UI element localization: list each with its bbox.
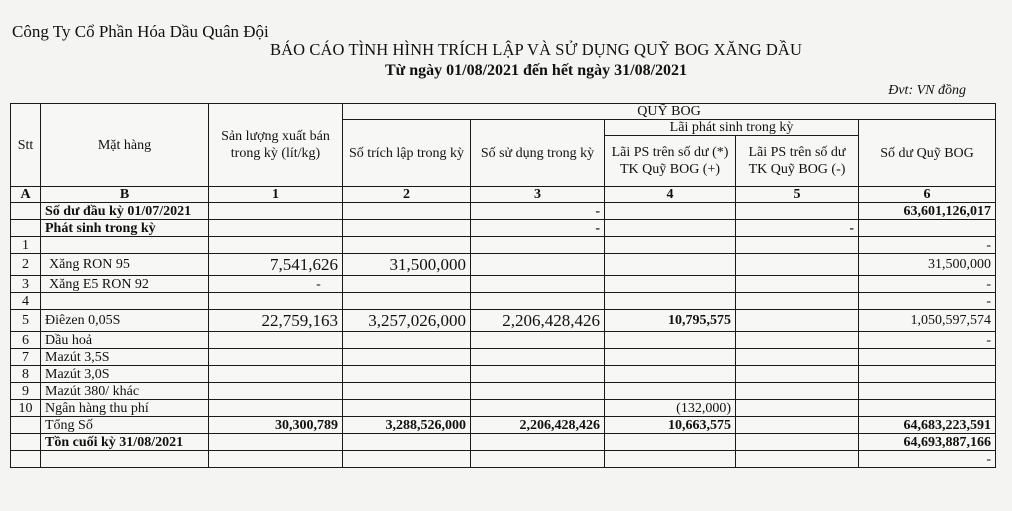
column-code: 3 bbox=[471, 187, 605, 203]
cell-balance: - bbox=[859, 276, 996, 293]
cell-used bbox=[471, 383, 605, 400]
header-used: Số sử dụng trong kỳ bbox=[471, 120, 605, 187]
cell-interest-plus bbox=[605, 383, 736, 400]
table-row bbox=[11, 451, 996, 468]
cell-volume: 22,759,163 bbox=[209, 310, 343, 332]
cell-appropriated bbox=[343, 276, 471, 293]
cell-stt: 10 bbox=[11, 400, 41, 417]
cell-interest-minus bbox=[736, 434, 859, 451]
header-balance: Số dư Quỹ BOG bbox=[859, 120, 996, 187]
cell-interest-plus bbox=[605, 332, 736, 349]
cell-appropriated bbox=[343, 220, 471, 237]
cell-interest-plus bbox=[605, 237, 736, 254]
cell-appropriated bbox=[343, 434, 471, 451]
cell-interest-plus bbox=[605, 254, 736, 276]
header-volume: Sản lượng xuất bán trong kỳ (lít/kg) bbox=[209, 104, 343, 187]
cell-volume bbox=[209, 220, 343, 237]
bog-fund-report-table bbox=[10, 103, 996, 468]
table-row bbox=[11, 332, 996, 349]
table-row bbox=[11, 276, 996, 293]
cell-used: - bbox=[471, 203, 605, 220]
column-code: 2 bbox=[343, 187, 471, 203]
cell-interest-minus bbox=[736, 276, 859, 293]
cell-stt: 3 bbox=[11, 276, 41, 293]
cell-interest-plus bbox=[605, 434, 736, 451]
cell-stt: 2 bbox=[11, 254, 41, 276]
cell-interest-plus: (132,000) bbox=[605, 400, 736, 417]
cell-used: - bbox=[471, 220, 605, 237]
cell-interest-plus bbox=[605, 451, 736, 468]
table-row bbox=[11, 237, 996, 254]
cell-stt bbox=[11, 451, 41, 468]
currency-unit: Đvt: VN đồng bbox=[888, 83, 966, 98]
column-code: 6 bbox=[859, 187, 996, 203]
cell-used bbox=[471, 332, 605, 349]
cell-item: Điêzen 0,05S bbox=[41, 310, 209, 332]
cell-used bbox=[471, 276, 605, 293]
cell-appropriated: 3,257,026,000 bbox=[343, 310, 471, 332]
cell-item: Ngân hàng thu phí bbox=[41, 400, 209, 417]
cell-interest-plus bbox=[605, 366, 736, 383]
cell-balance: 64,683,223,591 bbox=[859, 417, 996, 434]
table-row bbox=[11, 400, 996, 417]
cell-used: 2,206,428,426 bbox=[471, 417, 605, 434]
cell-balance: 1,050,597,574 bbox=[859, 310, 996, 332]
table-row bbox=[11, 366, 996, 383]
cell-interest-plus bbox=[605, 276, 736, 293]
cell-volume bbox=[209, 400, 343, 417]
header-fund-group: QUỸ BOG bbox=[343, 104, 996, 120]
header-interest-group: Lãi phát sinh trong kỳ bbox=[605, 120, 859, 136]
cell-stt bbox=[11, 203, 41, 220]
cell-interest-plus bbox=[605, 220, 736, 237]
cell-balance bbox=[859, 349, 996, 366]
cell-item: Xăng RON 95 bbox=[41, 254, 209, 276]
cell-volume bbox=[209, 383, 343, 400]
cell-item: Mazút 380/ khác bbox=[41, 383, 209, 400]
cell-appropriated bbox=[343, 366, 471, 383]
cell-appropriated bbox=[343, 451, 471, 468]
cell-interest-minus bbox=[736, 293, 859, 310]
cell-interest-minus bbox=[736, 451, 859, 468]
cell-used bbox=[471, 349, 605, 366]
cell-stt: 9 bbox=[11, 383, 41, 400]
company-name: Công Ty Cổ Phần Hóa Dầu Quân Đội bbox=[12, 22, 269, 41]
cell-interest-minus bbox=[736, 332, 859, 349]
cell-used bbox=[471, 400, 605, 417]
cell-used bbox=[471, 434, 605, 451]
cell-stt: 5 bbox=[11, 310, 41, 332]
cell-appropriated bbox=[343, 349, 471, 366]
column-codes-row bbox=[11, 187, 996, 203]
cell-item: Dầu hoả bbox=[41, 332, 209, 349]
cell-volume: - bbox=[209, 276, 343, 293]
cell-stt bbox=[11, 220, 41, 237]
cell-appropriated: 31,500,000 bbox=[343, 254, 471, 276]
cell-balance bbox=[859, 400, 996, 417]
cell-balance: 31,500,000 bbox=[859, 254, 996, 276]
cell-interest-minus bbox=[736, 400, 859, 417]
header-interest-plus: Lãi PS trên số dư (*) TK Quỹ BOG (+) bbox=[605, 136, 736, 187]
cell-used bbox=[471, 254, 605, 276]
cell-item bbox=[41, 237, 209, 254]
cell-interest-minus: - bbox=[736, 220, 859, 237]
table-row bbox=[11, 310, 996, 332]
table-row bbox=[11, 203, 996, 220]
column-code: 4 bbox=[605, 187, 736, 203]
table-row bbox=[11, 417, 996, 434]
cell-volume bbox=[209, 237, 343, 254]
cell-stt: 6 bbox=[11, 332, 41, 349]
cell-appropriated bbox=[343, 400, 471, 417]
cell-interest-minus bbox=[736, 203, 859, 220]
cell-interest-minus bbox=[736, 383, 859, 400]
cell-interest-minus bbox=[736, 254, 859, 276]
cell-item: Mazút 3,5S bbox=[41, 349, 209, 366]
cell-balance bbox=[859, 366, 996, 383]
cell-balance bbox=[859, 220, 996, 237]
cell-item: Mazút 3,0S bbox=[41, 366, 209, 383]
cell-stt bbox=[11, 417, 41, 434]
cell-balance bbox=[859, 383, 996, 400]
column-code: B bbox=[41, 187, 209, 203]
cell-used bbox=[471, 366, 605, 383]
cell-volume: 30,300,789 bbox=[209, 417, 343, 434]
cell-used: 2,206,428,426 bbox=[471, 310, 605, 332]
cell-item bbox=[41, 293, 209, 310]
cell-stt: 4 bbox=[11, 293, 41, 310]
cell-interest-plus: 10,663,575 bbox=[605, 417, 736, 434]
cell-appropriated bbox=[343, 332, 471, 349]
cell-appropriated bbox=[343, 383, 471, 400]
cell-item: Phát sinh trong kỳ bbox=[41, 220, 209, 237]
header-stt: Stt bbox=[11, 104, 41, 187]
cell-stt: 8 bbox=[11, 366, 41, 383]
cell-volume bbox=[209, 434, 343, 451]
cell-balance: - bbox=[859, 293, 996, 310]
cell-appropriated bbox=[343, 203, 471, 220]
cell-volume bbox=[209, 293, 343, 310]
column-code: A bbox=[11, 187, 41, 203]
cell-used bbox=[471, 293, 605, 310]
cell-balance: - bbox=[859, 237, 996, 254]
cell-item bbox=[41, 451, 209, 468]
cell-stt: 1 bbox=[11, 237, 41, 254]
header-item: Mặt hàng bbox=[41, 104, 209, 187]
cell-item: Tồn cuối kỳ 31/08/2021 bbox=[41, 434, 209, 451]
cell-interest-minus bbox=[736, 310, 859, 332]
cell-interest-plus: 10,795,575 bbox=[605, 310, 736, 332]
cell-stt: 7 bbox=[11, 349, 41, 366]
cell-interest-minus bbox=[736, 417, 859, 434]
table-row bbox=[11, 434, 996, 451]
cell-item: Xăng E5 RON 92 bbox=[41, 276, 209, 293]
header-appropriated: Số trích lập trong kỳ bbox=[343, 120, 471, 187]
cell-interest-minus bbox=[736, 237, 859, 254]
cell-volume: 7,541,626 bbox=[209, 254, 343, 276]
cell-volume bbox=[209, 349, 343, 366]
cell-interest-plus bbox=[605, 349, 736, 366]
cell-appropriated bbox=[343, 293, 471, 310]
cell-used bbox=[471, 451, 605, 468]
cell-interest-minus bbox=[736, 366, 859, 383]
header-interest-minus: Lãi PS trên số dư TK Quỹ BOG (-) bbox=[736, 136, 859, 187]
cell-used bbox=[471, 237, 605, 254]
cell-interest-plus bbox=[605, 203, 736, 220]
cell-interest-plus bbox=[605, 293, 736, 310]
column-code: 1 bbox=[209, 187, 343, 203]
cell-item: Tổng Số bbox=[41, 417, 209, 434]
cell-stt bbox=[11, 434, 41, 451]
cell-appropriated bbox=[343, 237, 471, 254]
cell-interest-minus bbox=[736, 349, 859, 366]
cell-balance: - bbox=[859, 451, 996, 468]
cell-appropriated: 3,288,526,000 bbox=[343, 417, 471, 434]
cell-balance: - bbox=[859, 332, 996, 349]
cell-volume bbox=[209, 366, 343, 383]
report-period: Từ ngày 01/08/2021 đến hết ngày 31/08/2021 bbox=[384, 62, 688, 79]
cell-volume bbox=[209, 451, 343, 468]
table-row bbox=[11, 220, 996, 237]
table-row bbox=[11, 293, 996, 310]
table-row bbox=[11, 349, 996, 366]
column-code: 5 bbox=[736, 187, 859, 203]
cell-item: Số dư đầu kỳ 01/07/2021 bbox=[41, 203, 209, 220]
table-row bbox=[11, 383, 996, 400]
cell-volume bbox=[209, 332, 343, 349]
cell-volume bbox=[209, 203, 343, 220]
table-row bbox=[11, 254, 996, 276]
cell-balance: 63,601,126,017 bbox=[859, 203, 996, 220]
cell-balance: 64,693,887,166 bbox=[859, 434, 996, 451]
report-title: BÁO CÁO TÌNH HÌNH TRÍCH LẬP VÀ SỬ DỤNG QUỸ BOG XĂNG DẦU bbox=[270, 40, 802, 59]
